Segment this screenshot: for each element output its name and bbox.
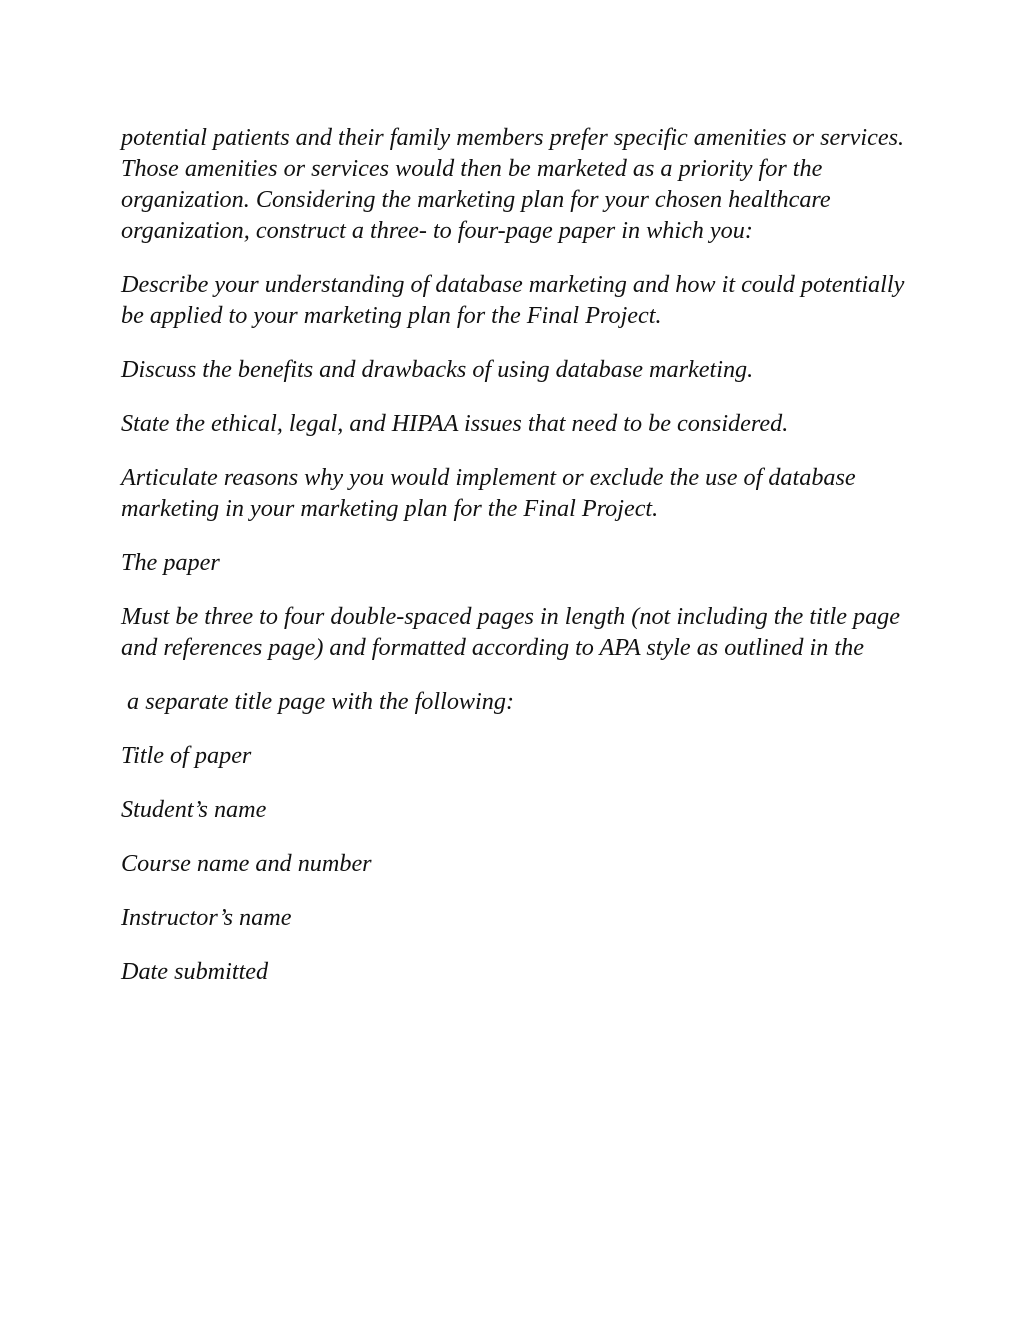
paragraph-intro: potential patients and their family members prefer specific amenities or services. Those amenities or services would then be marketed as a priority for the organization. Considering the marketing plan for your chosen healthcare organization, construct a three- to four-page paper in which you: [121,124,905,244]
paragraph-describe: Describe your understanding of database marketing and how it could potentially be applied to your marketing plan for the Final Project. [121,271,905,329]
list-item-course-name: Course name and number [121,850,372,877]
paragraph-the-paper: The paper [121,549,220,576]
list-item-student-name: Student’s name [121,796,267,823]
paragraph-articulate: Articulate reasons why you would implement or exclude the use of database marketing in your marketing plan for the Final Project. [121,464,856,522]
list-item-date-submitted: Date submitted [121,958,269,985]
list-item-instructor-name: Instructor’s name [121,904,292,931]
paragraph-discuss: Discuss the benefits and drawbacks of using database marketing. [121,356,754,383]
paragraph-must-be: Must be three to four double-spaced pages in length (not including the title page and references page) and formatted according to APA style as outlined in the [121,603,901,661]
document-body [121,122,911,1010]
paragraph-state: State the ethical, legal, and HIPAA issues that need to be considered. [121,410,789,437]
paragraph-separate-title: a separate title page with the following: [121,688,515,715]
list-item-title-of-paper: Title of paper [121,742,252,769]
